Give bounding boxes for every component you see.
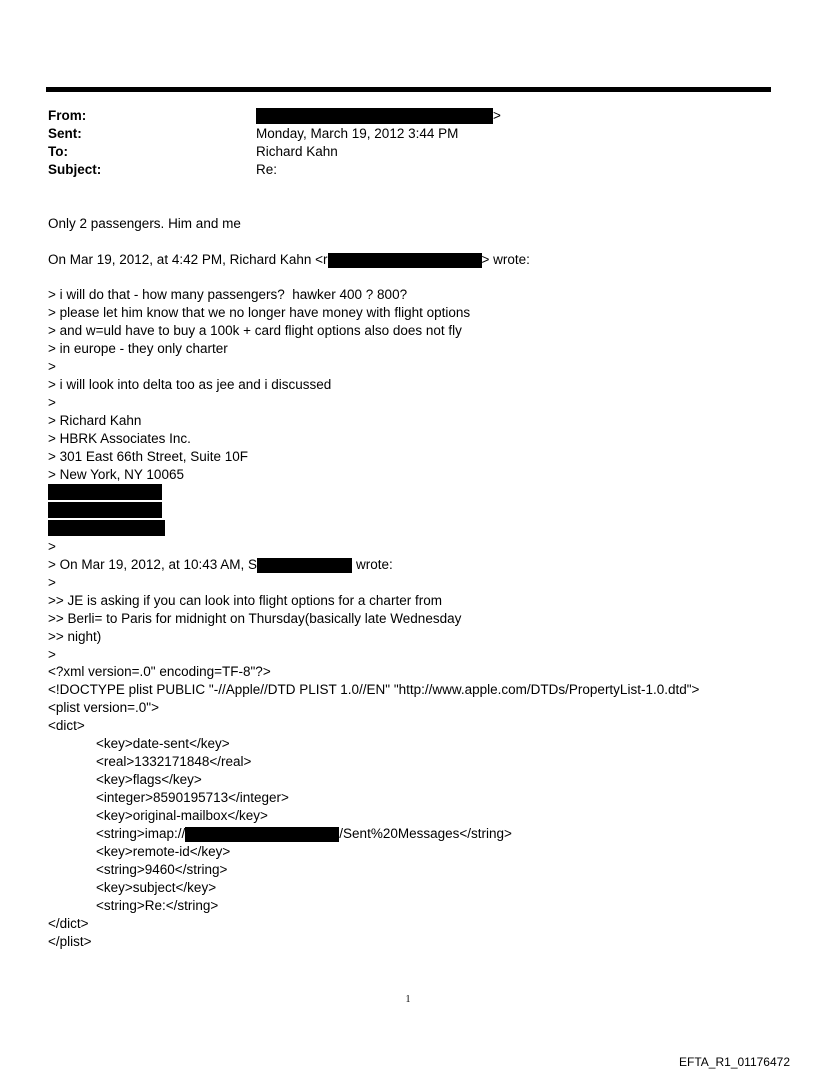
from-value [256, 107, 501, 126]
quoted-line: > i will do that - how many passengers? hawker 400 ? 800? [48, 287, 408, 302]
subject-label: Subject: [48, 162, 102, 177]
plist-entry: <key>remote-id</key> [96, 844, 231, 859]
redaction-box [185, 827, 339, 842]
doctype-line: <!DOCTYPE plist PUBLIC "-//Apple//DTD PLIST 1.0//EN" "http://www.apple.com/DTDs/PropertyList-1.0.dtd"> [48, 682, 700, 697]
redaction-box [48, 502, 162, 518]
plist-close: </plist> [48, 934, 92, 949]
quoted-line: > in europe - they only charter [48, 341, 228, 356]
subject-value: Re: [256, 162, 278, 177]
quoted-line: > [48, 539, 56, 554]
quote2-suffix: wrote: [356, 557, 393, 572]
quoted-line: > HBRK Associates Inc. [48, 431, 191, 446]
document-id: EFTA_R1_01176472 [679, 1055, 790, 1069]
plist-imap-entry [48, 825, 512, 843]
redaction-box [256, 108, 493, 124]
plist-entry: <key>flags</key> [96, 772, 202, 787]
quoted-line: >> night) [48, 629, 102, 644]
quoted-line: >> JE is asking if you can look into flight options for a charter from [48, 593, 442, 608]
dict-close: </dict> [48, 916, 89, 931]
page-number: 1 [405, 994, 411, 1005]
quoted-line: > Richard Kahn [48, 413, 142, 428]
reply-text: Only 2 passengers. Him and me [48, 216, 241, 231]
sent-label: Sent: [48, 126, 82, 141]
sent-value: Monday, March 19, 2012 3:44 PM [256, 126, 459, 141]
plist-entry: <integer>8590195713</integer> [96, 790, 289, 805]
plist-open: <plist version=.0"> [48, 700, 159, 715]
quoted-line: >> Berli= to Paris for midnight on Thursday(basically late Wednesday [48, 611, 462, 626]
quoted-line: > [48, 647, 56, 662]
quoted-line: > and w=uld have to buy a 100k + card flight options also does not fly [48, 323, 462, 338]
quote2-intro [48, 556, 393, 574]
plist-entry: <real>1332171848</real> [96, 754, 252, 769]
quoted-line: > i will look into delta too as jee and i discussed [48, 377, 332, 392]
header-rule [46, 87, 771, 92]
imap-prefix: <string>imap:// [96, 826, 186, 841]
quoted-line: > 301 East 66th Street, Suite 10F [48, 449, 249, 464]
quote2-prefix: > On Mar 19, 2012, at 10:43 AM, S [48, 557, 257, 572]
plist-entry: <string>Re:</string> [96, 898, 219, 913]
imap-suffix: /Sent%20Messages</string> [339, 826, 512, 841]
quoted-line: > [48, 575, 56, 590]
plist-entry: <key>subject</key> [96, 880, 217, 895]
quoted-line: > please let him know that we no longer have money with flight options [48, 305, 471, 320]
dict-open: <dict> [48, 718, 85, 733]
xml-declaration: <?xml version=.0" encoding=TF-8"?> [48, 664, 271, 679]
to-label: To: [48, 144, 68, 159]
plist-entry: <key>original-mailbox</key> [96, 808, 268, 823]
quoted-line: > [48, 359, 56, 374]
redaction-box [328, 253, 482, 268]
redaction-box [257, 558, 352, 573]
quote-intro [48, 251, 530, 269]
quote-intro-prefix: On Mar 19, 2012, at 4:42 PM, Richard Kahn <r [48, 252, 328, 267]
to-value: Richard Kahn [256, 144, 338, 159]
quote-intro-suffix: > wrote: [481, 252, 530, 267]
redaction-box [48, 520, 165, 536]
plist-entry: <string>9460</string> [96, 862, 228, 877]
from-label: From: [48, 108, 87, 123]
from-value-suffix: > [493, 108, 501, 123]
plist-entry: <key>date-sent</key> [96, 736, 230, 751]
quoted-line: > New York, NY 10065 [48, 467, 184, 482]
quoted-line: > [48, 395, 56, 410]
redaction-box [48, 484, 162, 500]
